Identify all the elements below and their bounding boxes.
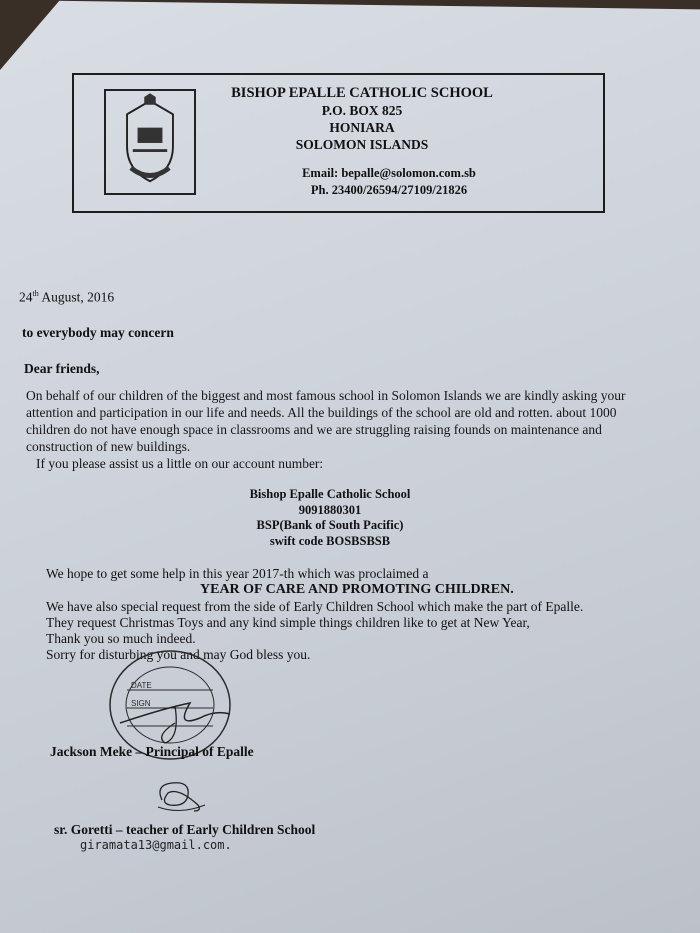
body-line: On behalf of our children of the biggest and most famous school in Solomon Islands we are kindly asking your xyxy=(26,388,626,403)
hope-line: We hope to get some help in this year 2017-th which was proclaimed a xyxy=(46,566,429,581)
swift-code: swift code BOSBSBSB xyxy=(269,533,391,548)
account-number: 9091880301 xyxy=(298,502,362,517)
body-line: attention and participation in our life and needs. All the buildings of the school are old and rotten. about 1000 xyxy=(26,405,617,420)
closing-line: They request Christmas Toys and any kind simple things children like to get at New Year, xyxy=(46,615,530,630)
closing-line: Thank you so much indeed. xyxy=(46,631,196,646)
school-name: BISHOP EPALLE CATHOLIC SCHOOL xyxy=(231,85,493,101)
signatory-teacher: sr. Goretti – teacher of Early Children School xyxy=(54,822,316,837)
school-crest-icon xyxy=(104,89,196,195)
bank-name: BSP(Bank of South Pacific) xyxy=(256,518,404,532)
assist-line: If you please assist us a little on our account number: xyxy=(36,456,324,471)
email: Email: bepalle@solomon.com.sb xyxy=(302,166,476,180)
year-title: YEAR OF CARE AND PROMOTING CHILDREN. xyxy=(200,582,514,597)
letter-date: 24th August, 2016 xyxy=(19,289,115,305)
account-name: Bishop Epalle Catholic School xyxy=(249,487,411,501)
body-line: children do not have enough space in classrooms and we are struggling raising founds on maintenance and xyxy=(26,422,602,437)
closing-line: Sorry for disturbing you and may God bless you. xyxy=(46,647,311,662)
body-paragraph xyxy=(26,387,698,472)
salutation: Dear friends, xyxy=(24,361,100,376)
letterhead xyxy=(72,73,605,213)
svg-text:DATE: DATE xyxy=(131,681,152,690)
account-details xyxy=(200,487,460,549)
closing-line: We have also special request from the side of Early Children School which make the part of Epalle. xyxy=(46,599,584,614)
city: HONIARA xyxy=(329,120,395,135)
recipient: to everybody may concern xyxy=(22,325,174,340)
po-box: P.O. BOX 825 xyxy=(321,103,403,118)
country: SOLOMON ISLANDS xyxy=(295,137,429,152)
handwritten-email: giramata13@gmail.com. xyxy=(80,838,232,852)
body-line: construction of new buildings. xyxy=(26,439,191,454)
handwritten-signature-icon xyxy=(150,775,210,815)
signatory-principal: Jackson Meke – Principal of Epalle xyxy=(50,744,254,759)
phone: Ph. 23400/26594/27109/21826 xyxy=(310,183,468,197)
svg-text:SIGN: SIGN xyxy=(131,699,151,708)
